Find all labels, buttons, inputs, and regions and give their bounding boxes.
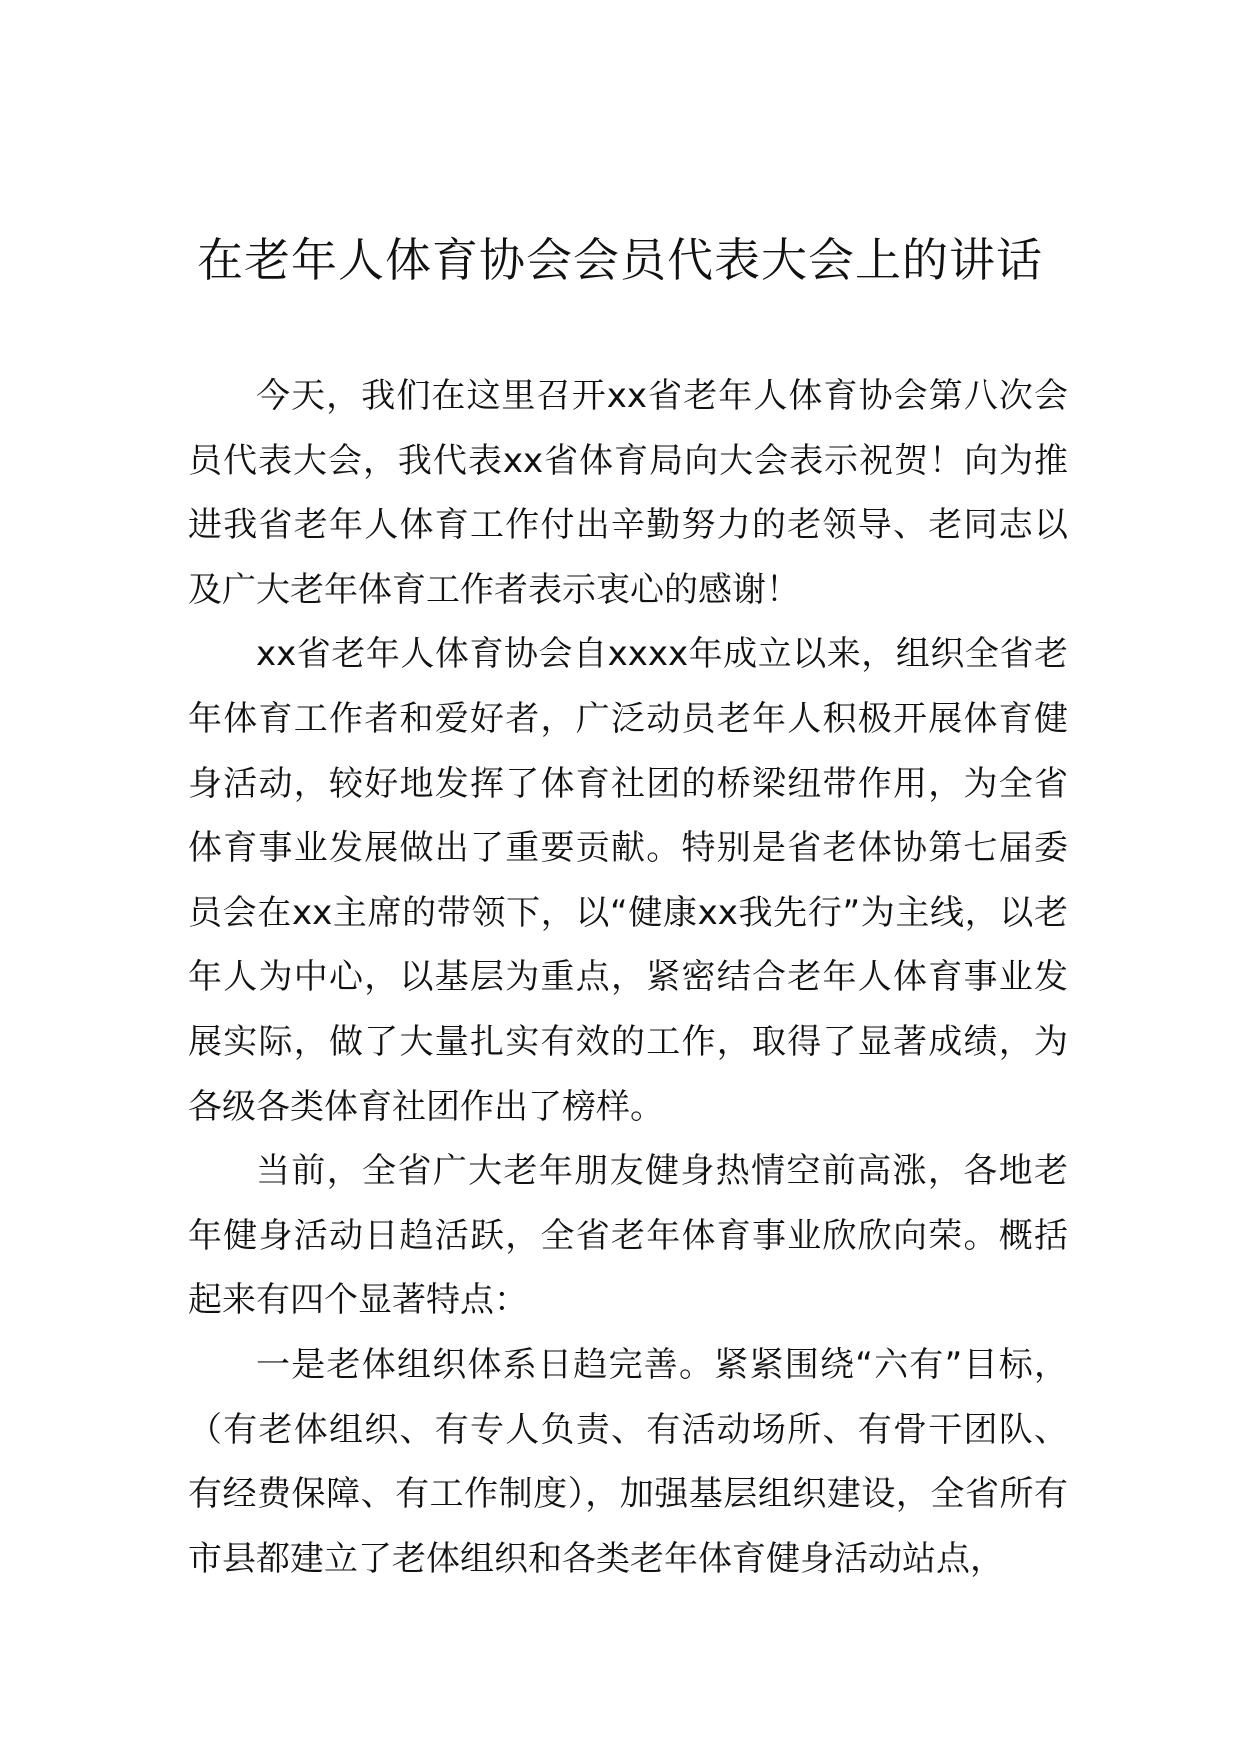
document-body (188, 364, 1068, 1591)
paragraph-current-situation: 当前，全省广大老年朋友健身热情空前高涨，各地老年健身活动日趋活跃，全省老年体育事业欣欣向荣。概括起来有四个显著特点： (188, 1151, 1068, 1321)
document-title: 在老年人体育协会会员代表大会上的讲话 (197, 233, 1043, 287)
paragraph-feature-one: 一是老体组织体系日趋完善。紧紧围绕“六有”目标，（有老体组织、有专人负责、有活动场所、有骨干团队、有经费保障、有工作制度），加强基层组织建设，全省所有市县都建立了老体组织和各类老年体育健身活动站点， (188, 1344, 1068, 1579)
paragraph-history: xx省老年人体育协会自xxxx年成立以来，组织全省老年体育工作者和爱好者，广泛动员老年人积极开展体育健身活动，较好地发挥了体育社团的桥梁纽带作用，为全省体育事业发展做出了重要贡献。特别是省老体协第七届委员会在xx主席的带领下，以“健康xx我先行”为主线，以老年人为中心，以基层为重点，紧密结合老年人体育事业发展实际，做了大量扎实有效的工作，取得了显著成绩，为各级各类体育社团作出了榜样。 (188, 634, 1068, 1127)
paragraph-opening: 今天，我们在这里召开xx省老年人体育协会第八次会员代表大会，我代表xx省体育局向大会表示祝贺！向为推进我省老年人体育工作付出辛勤努力的老领导、老同志以及广大老年体育工作者表示衷心的感谢！ (188, 376, 1068, 610)
